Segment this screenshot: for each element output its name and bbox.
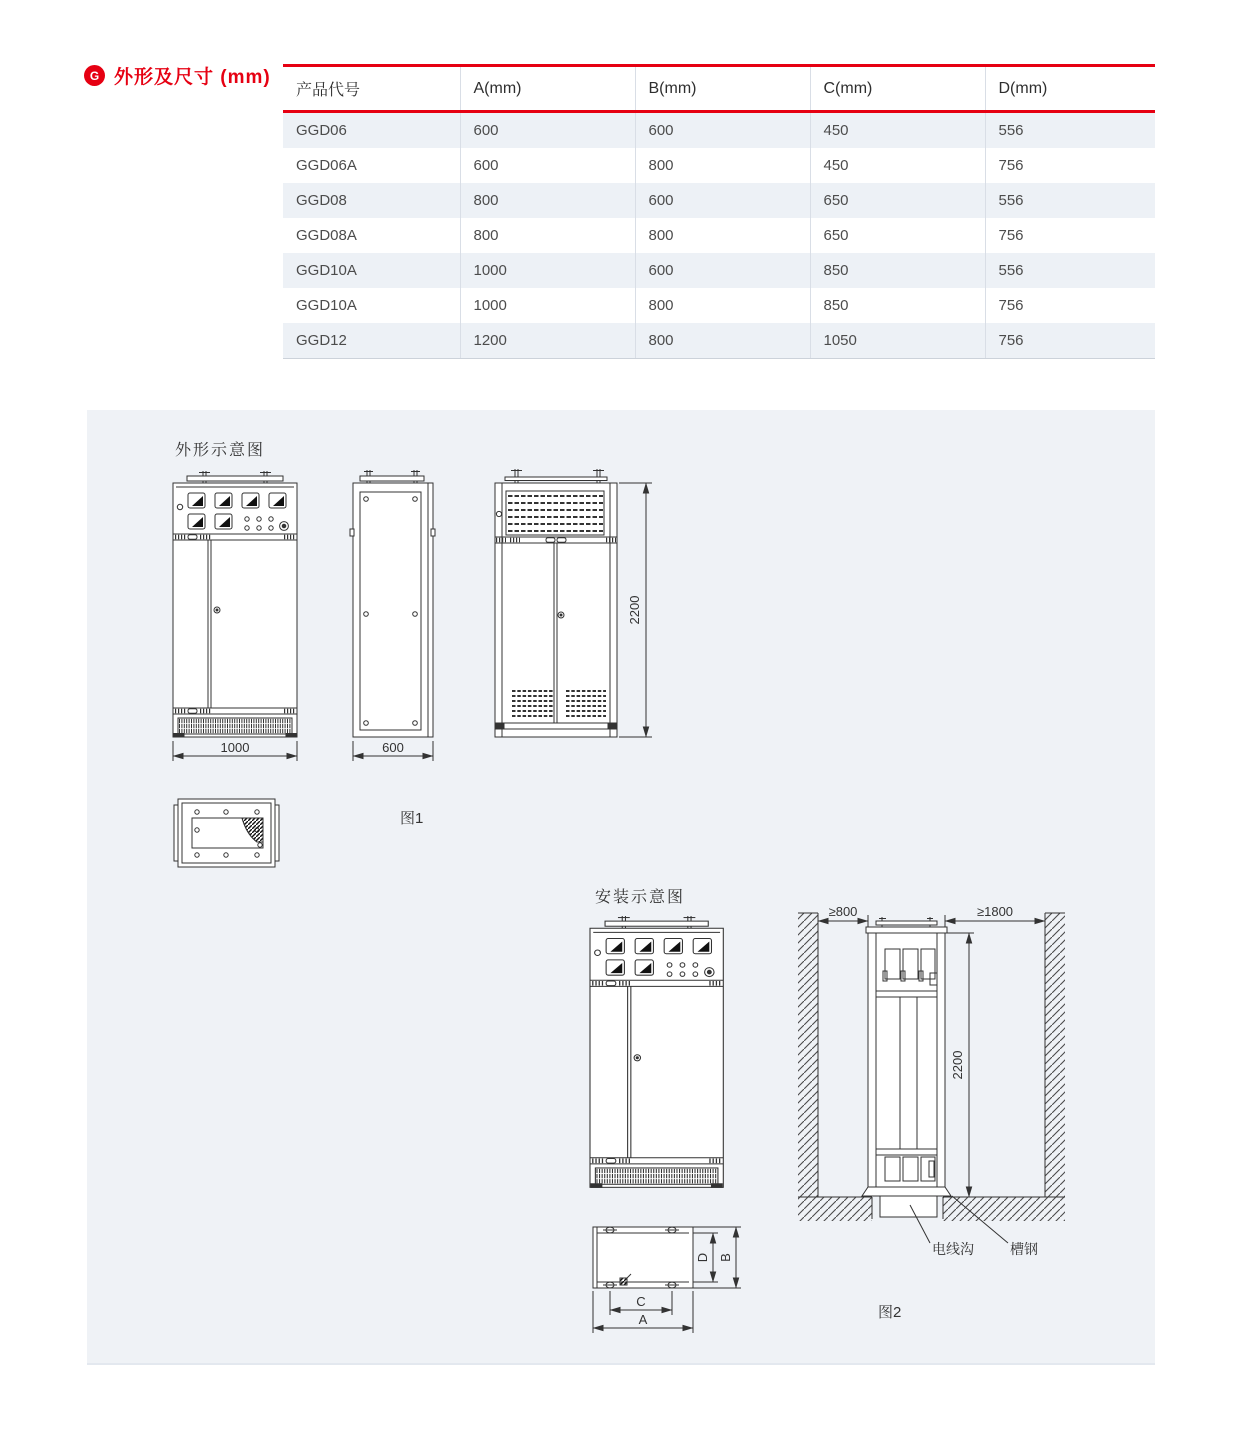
cell-a: 800 xyxy=(460,183,635,218)
figure2-drawing xyxy=(580,905,1100,1335)
cell-b: 600 xyxy=(635,183,810,218)
height-dim-label: 2200 xyxy=(627,595,642,625)
cell-d: 756 xyxy=(985,323,1155,359)
cell-a: 1000 xyxy=(460,253,635,288)
dim-d-label: D xyxy=(695,1252,710,1263)
cell-a: 1200 xyxy=(460,323,635,359)
cell-d: 556 xyxy=(985,183,1155,218)
channel-steel-label: 槽钢 xyxy=(1010,1241,1038,1257)
dim-b-label: B xyxy=(718,1253,733,1262)
cell-d: 756 xyxy=(985,288,1155,323)
cell-c: 850 xyxy=(810,253,985,288)
cell-c: 850 xyxy=(810,288,985,323)
table-row xyxy=(283,218,1155,253)
section-bullet-icon: G xyxy=(84,65,105,86)
figure2-title: 安装示意图 xyxy=(595,889,686,906)
install-side-view xyxy=(798,904,1065,1321)
cell-b: 600 xyxy=(635,112,810,149)
column-header-a: A(mm) xyxy=(460,66,635,112)
plan-view xyxy=(593,1227,741,1333)
cell-a: 600 xyxy=(460,148,635,183)
table-row xyxy=(283,148,1155,183)
cell-code: GGD06A xyxy=(296,157,357,174)
top-view xyxy=(174,799,423,867)
column-header-code: 产品代号 xyxy=(283,66,460,112)
cell-b: 800 xyxy=(635,218,810,253)
section-header xyxy=(84,62,271,89)
column-header-d: D(mm) xyxy=(985,66,1155,112)
cell-code: GGD10A xyxy=(296,297,357,314)
table-header-row xyxy=(283,66,1155,112)
cell-code: GGD12 xyxy=(283,323,460,359)
figure1-title: 外形示意图 xyxy=(175,442,266,459)
table-row xyxy=(283,323,1155,359)
page-title: 外形及尺寸 (mm) xyxy=(114,67,271,88)
cell-code: GGD08A xyxy=(296,227,357,244)
cell-code: GGD06 xyxy=(283,112,460,149)
cell-code: GGD08 xyxy=(283,183,460,218)
side-depth-dim-label: 600 xyxy=(382,740,404,755)
cell-c: 650 xyxy=(810,183,985,218)
cell-b: 800 xyxy=(635,288,810,323)
cell-c: 650 xyxy=(810,218,985,253)
drawings-panel xyxy=(87,410,1155,1365)
rear-clearance-dim-label: ≥1800 xyxy=(976,904,1014,919)
dimensions-table xyxy=(283,64,1155,359)
front-width-dim-label: 1000 xyxy=(220,740,250,755)
install-height-dim-label: 2200 xyxy=(950,1050,965,1080)
cell-d: 756 xyxy=(985,148,1155,183)
column-header-b: B(mm) xyxy=(635,66,810,112)
dim-a-label: A xyxy=(638,1312,648,1327)
rear-view xyxy=(495,469,652,737)
cell-code: GGD10A xyxy=(283,253,460,288)
cell-c: 450 xyxy=(810,112,985,149)
cell-c: 450 xyxy=(810,148,985,183)
figure2-caption: 图2 xyxy=(878,1304,902,1321)
cell-d: 556 xyxy=(985,253,1155,288)
cell-b: 600 xyxy=(635,253,810,288)
figure1-drawing xyxy=(160,465,660,895)
table-row xyxy=(283,112,1155,149)
table-row xyxy=(283,183,1155,218)
cell-a: 600 xyxy=(460,112,635,149)
cell-b: 800 xyxy=(635,148,810,183)
cable-trench-label: 电线沟 xyxy=(932,1241,974,1257)
table-row xyxy=(283,253,1155,288)
install-front-view xyxy=(590,916,723,1187)
table-row xyxy=(283,288,1155,323)
side-view xyxy=(350,470,435,761)
cell-a: 1000 xyxy=(460,288,635,323)
cell-d: 756 xyxy=(985,218,1155,253)
cell-b: 800 xyxy=(635,323,810,359)
column-header-c: C(mm) xyxy=(810,66,985,112)
left-clearance-dim-label: ≥800 xyxy=(828,904,858,919)
cell-c: 1050 xyxy=(810,323,985,359)
figure1-caption: 图1 xyxy=(400,810,424,827)
cell-d: 556 xyxy=(985,112,1155,149)
front-view xyxy=(173,471,297,761)
dim-c-label: C xyxy=(636,1294,646,1309)
cell-a: 800 xyxy=(460,218,635,253)
